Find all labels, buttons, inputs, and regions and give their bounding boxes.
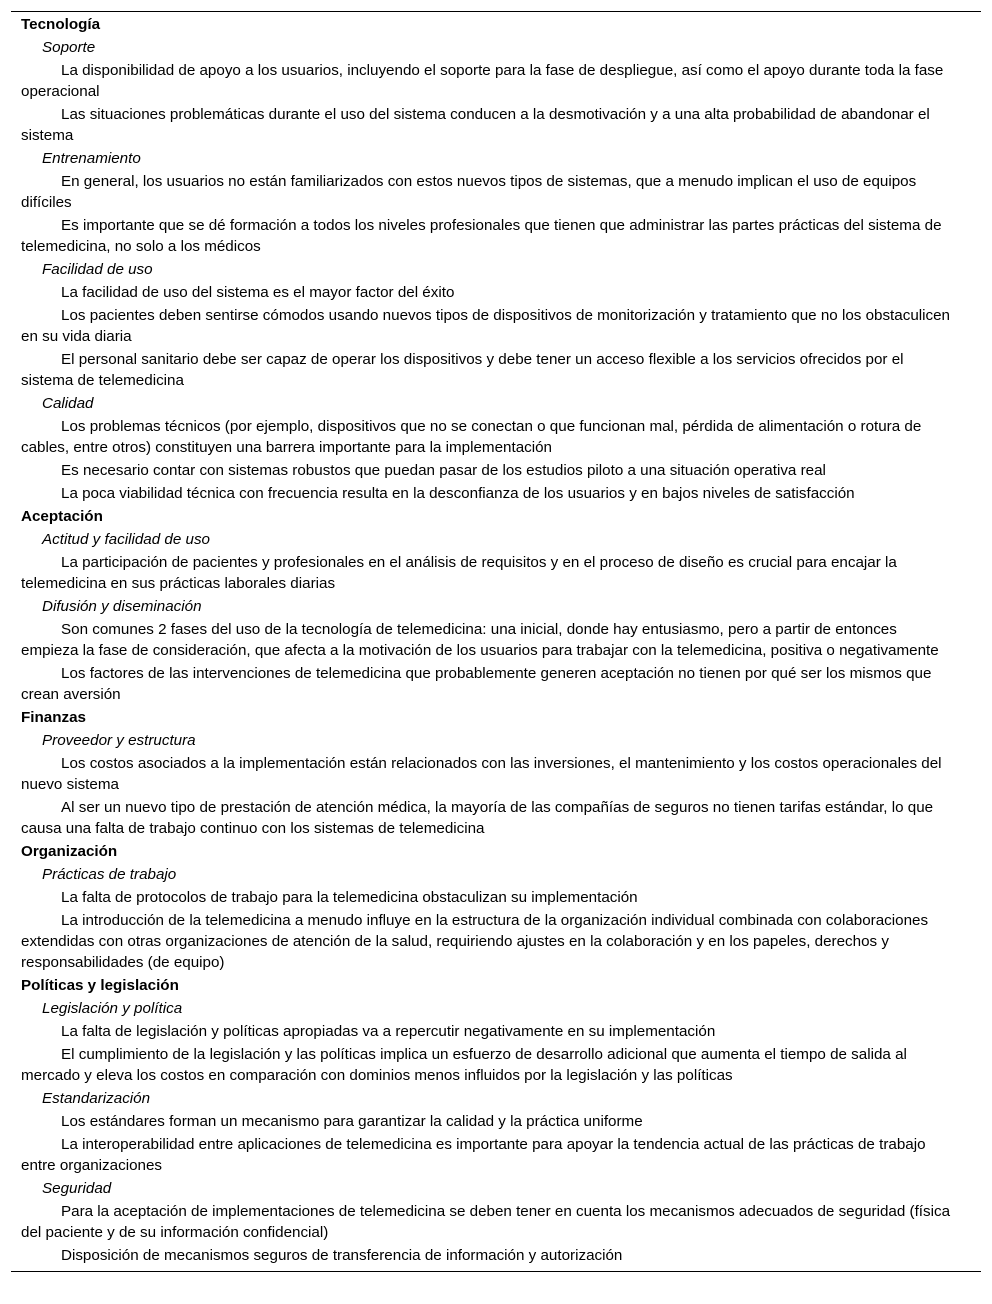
table-row: La falta de protocolos de trabajo para la telemedicina obstaculizan su implementación (61, 889, 638, 906)
subcategory-heading: Legislación y política (42, 1000, 183, 1017)
table-row: Los factores de las intervenciones de telemedicina que probablemente generen aceptación no tienen por qué ser los mismos que crean aversión (21, 665, 932, 703)
subcategory-heading: Calidad (42, 395, 94, 412)
subcategory-heading: Prácticas de trabajo (42, 866, 177, 883)
category-heading: Finanzas (21, 709, 86, 726)
category-heading: Políticas y legislación (21, 977, 179, 994)
table-row: La poca viabilidad técnica con frecuencia resulta en la desconfianza de los usuarios y en bajos niveles de satisfacción (61, 485, 855, 502)
table-row: Las situaciones problemáticas durante el uso del sistema conducen a la desmotivación y a una alta probabilidad de abandonar el sistema (21, 106, 930, 144)
table-row: Al ser un nuevo tipo de prestación de atención médica, la mayoría de las compañías de seguros no tienen tarifas estándar, lo que causa una falta de trabajo continuo con los sistemas de telemedicina (21, 799, 934, 837)
table-row: El personal sanitario debe ser capaz de operar los dispositivos y debe tener un acceso flexible a los servicios ofrecidos por el sistema de telemedicina (21, 351, 904, 389)
subcategory-heading: Facilidad de uso (42, 261, 153, 278)
table-row: Los costos asociados a la implementación están relacionados con las inversiones, el mantenimiento y los costos operacionales del nuevo sistema (21, 755, 942, 793)
table-row: La participación de pacientes y profesionales en el análisis de requisitos y en el proceso de diseño es crucial para encajar la telemedicina en sus prácticas laborales diarias (21, 554, 897, 592)
subcategory-heading: Proveedor y estructura (42, 732, 196, 749)
subcategory-heading: Entrenamiento (42, 150, 141, 167)
table-row: La interoperabilidad entre aplicaciones de telemedicina es importante para apoyar la tendencia actual de las prácticas de trabajo entre organizaciones (21, 1136, 926, 1174)
table-row: Son comunes 2 fases del uso de la tecnología de telemedicina: una inicial, donde hay entusiasmo, pero a partir de entonces empieza la fase de consideración, que afecta a la motivación de los usuarios para trabajar con la telemedicina, positiva o negativamente (21, 621, 939, 659)
table-row: Los problemas técnicos (por ejemplo, dispositivos que no se conectan o que funcionan mal, pérdida de alimentación o rotura de cables, entre otros) constituyen una barrera importante para la implementación (21, 418, 922, 456)
table-row: Es necesario contar con sistemas robustos que puedan pasar de los estudios piloto a una situación operativa real (61, 462, 826, 479)
table-row: Los pacientes deben sentirse cómodos usando nuevos tipos de dispositivos de monitorización y tratamiento que no los obstaculicen en su vida diaria (21, 307, 951, 345)
barriers-table (11, 11, 981, 1272)
subcategory-heading: Estandarización (42, 1090, 151, 1107)
table-row: Para la aceptación de implementaciones de telemedicina se deben tener en cuenta los mecanismos adecuados de seguridad (física del paciente y de su información confidencial) (21, 1203, 951, 1241)
table-row: Disposición de mecanismos seguros de transferencia de información y autorización (61, 1247, 623, 1264)
table-row: La introducción de la telemedicina a menudo influye en la estructura de la organización individual combinada con colaboraciones extendidas con otras organizaciones de atención de la salud, requiriendo ajustes en la colaboración y en los papeles, derechos y responsabilidades (de equipo) (21, 912, 929, 971)
table-row: La disponibilidad de apoyo a los usuarios, incluyendo el soporte para la fase de despliegue, así como el apoyo durante toda la fase operacional (21, 62, 944, 100)
subcategory-heading: Soporte (42, 39, 96, 56)
table-row: Los estándares forman un mecanismo para garantizar la calidad y la práctica uniforme (61, 1113, 643, 1130)
table-row: La falta de legislación y políticas apropiadas va a repercutir negativamente en su implementación (61, 1023, 716, 1040)
category-heading: Tecnología (21, 16, 101, 33)
subcategory-heading: Actitud y facilidad de uso (42, 531, 211, 548)
table-row: Es importante que se dé formación a todos los niveles profesionales que tienen que administrar las partes prácticas del sistema de telemedicina, no solo a los médicos (21, 217, 942, 255)
table-row: En general, los usuarios no están familiarizados con estos nuevos tipos de sistemas, que a menudo implican el uso de equipos difíciles (21, 173, 917, 211)
table-row: El cumplimiento de la legislación y las políticas implica un esfuerzo de desarrollo adicional que aumenta el tiempo de salida al mercado y eleva los costos en comparación con dominios menos influidos por la legislación y las políticas (21, 1046, 907, 1084)
table-row: La facilidad de uso del sistema es el mayor factor del éxito (61, 284, 455, 301)
subcategory-heading: Seguridad (42, 1180, 112, 1197)
category-heading: Aceptación (21, 508, 103, 525)
subcategory-heading: Difusión y diseminación (42, 598, 202, 615)
category-heading: Organización (21, 843, 118, 860)
